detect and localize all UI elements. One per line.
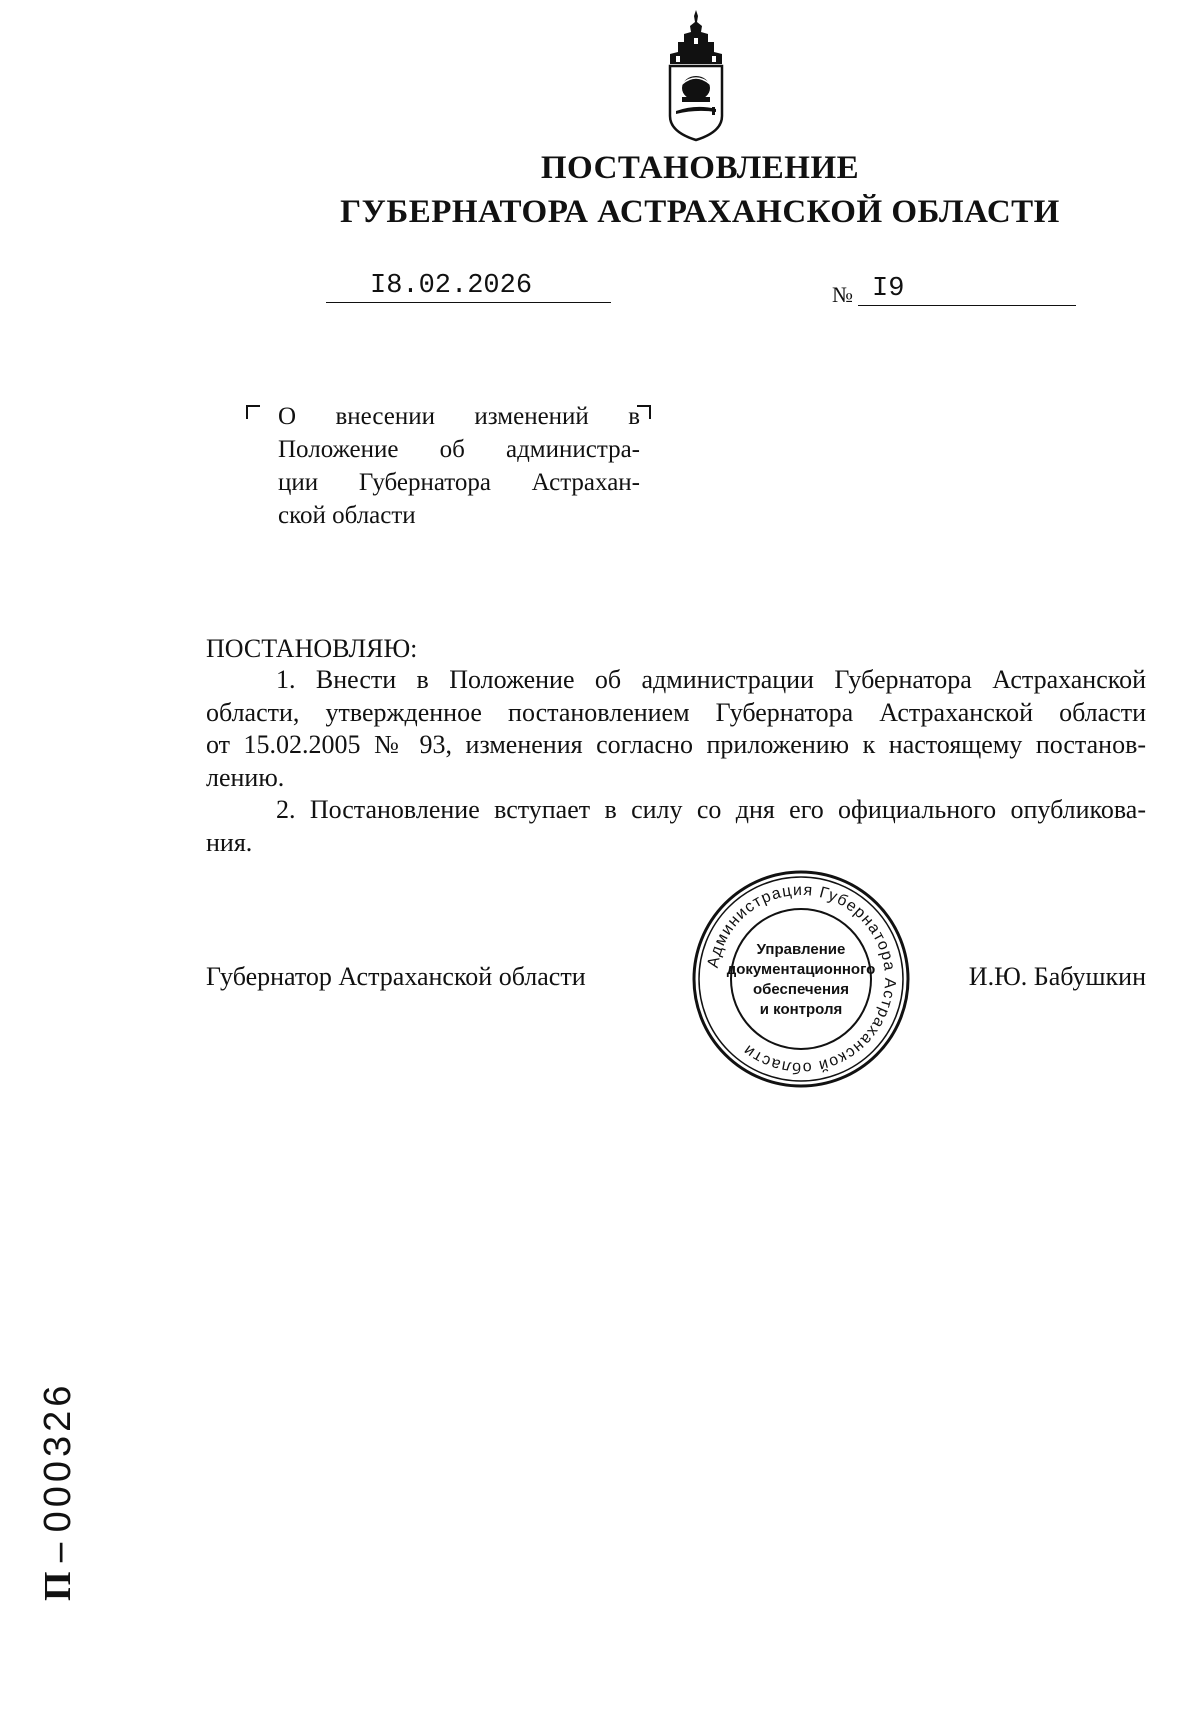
stamp-ring-text: Администрация Губернатора Астраханской области	[704, 881, 899, 1077]
margin-serial-prefix: П –	[37, 1542, 79, 1601]
margin-serial-digits: 000326	[37, 1381, 79, 1533]
document-subject	[278, 400, 640, 532]
coat-of-arms-emblem	[658, 8, 734, 144]
resolve-heading: ПОСТАНОВЛЯЮ:	[206, 634, 418, 663]
official-stamp-seal	[690, 868, 912, 1090]
number-underline	[858, 305, 1076, 306]
stamp-center-line: Управление	[756, 941, 846, 958]
document-number: I9	[872, 274, 905, 304]
paragraph-line: ния.	[206, 827, 253, 857]
stamp-center-line: документационного	[726, 961, 876, 978]
margin-serial-number	[32, 1361, 84, 1601]
paragraph-line: 2. Постановление вступает в силу со дня его официального опубликова-	[276, 795, 1146, 824]
paragraph-line: области, утвержденное постановлением Губернатора Астраханской области	[206, 697, 1146, 727]
date-underline	[326, 302, 611, 303]
paragraph-line: 1. Внести в Положение об администрации Губернатора Астраханской	[276, 665, 1146, 694]
subject-corner-bracket-left	[246, 405, 260, 419]
stamp-center-line: обеспечения	[752, 981, 850, 998]
subject-line: ции Губернатора Астрахан-	[278, 469, 640, 496]
document-title-line1: ПОСТАНОВЛЕНИЕ	[540, 150, 860, 186]
document-body	[206, 664, 1146, 859]
document-date: I8.02.2026	[370, 271, 533, 301]
paragraph-line: лению.	[206, 762, 285, 792]
signatory-name: И.Ю. Бабушкин	[968, 962, 1146, 991]
subject-line: ской области	[278, 502, 416, 529]
number-sign: №	[832, 282, 853, 307]
paragraph-1	[206, 664, 1146, 794]
subject-line: О внесении изменений в	[278, 403, 640, 430]
document-title-line2: ГУБЕРНАТОРА АСТРАХАНСКОЙ ОБЛАСТИ	[340, 194, 1060, 230]
paragraph-2	[206, 794, 1146, 859]
subject-line: Положение об администра-	[278, 436, 640, 463]
stamp-center-line: и контроля	[759, 1001, 843, 1018]
signatory-position: Губернатор Астраханской области	[206, 962, 586, 991]
paragraph-line: от 15.02.2005 № 93, изменения согласно приложению к настоящему постанов-	[206, 730, 1146, 759]
